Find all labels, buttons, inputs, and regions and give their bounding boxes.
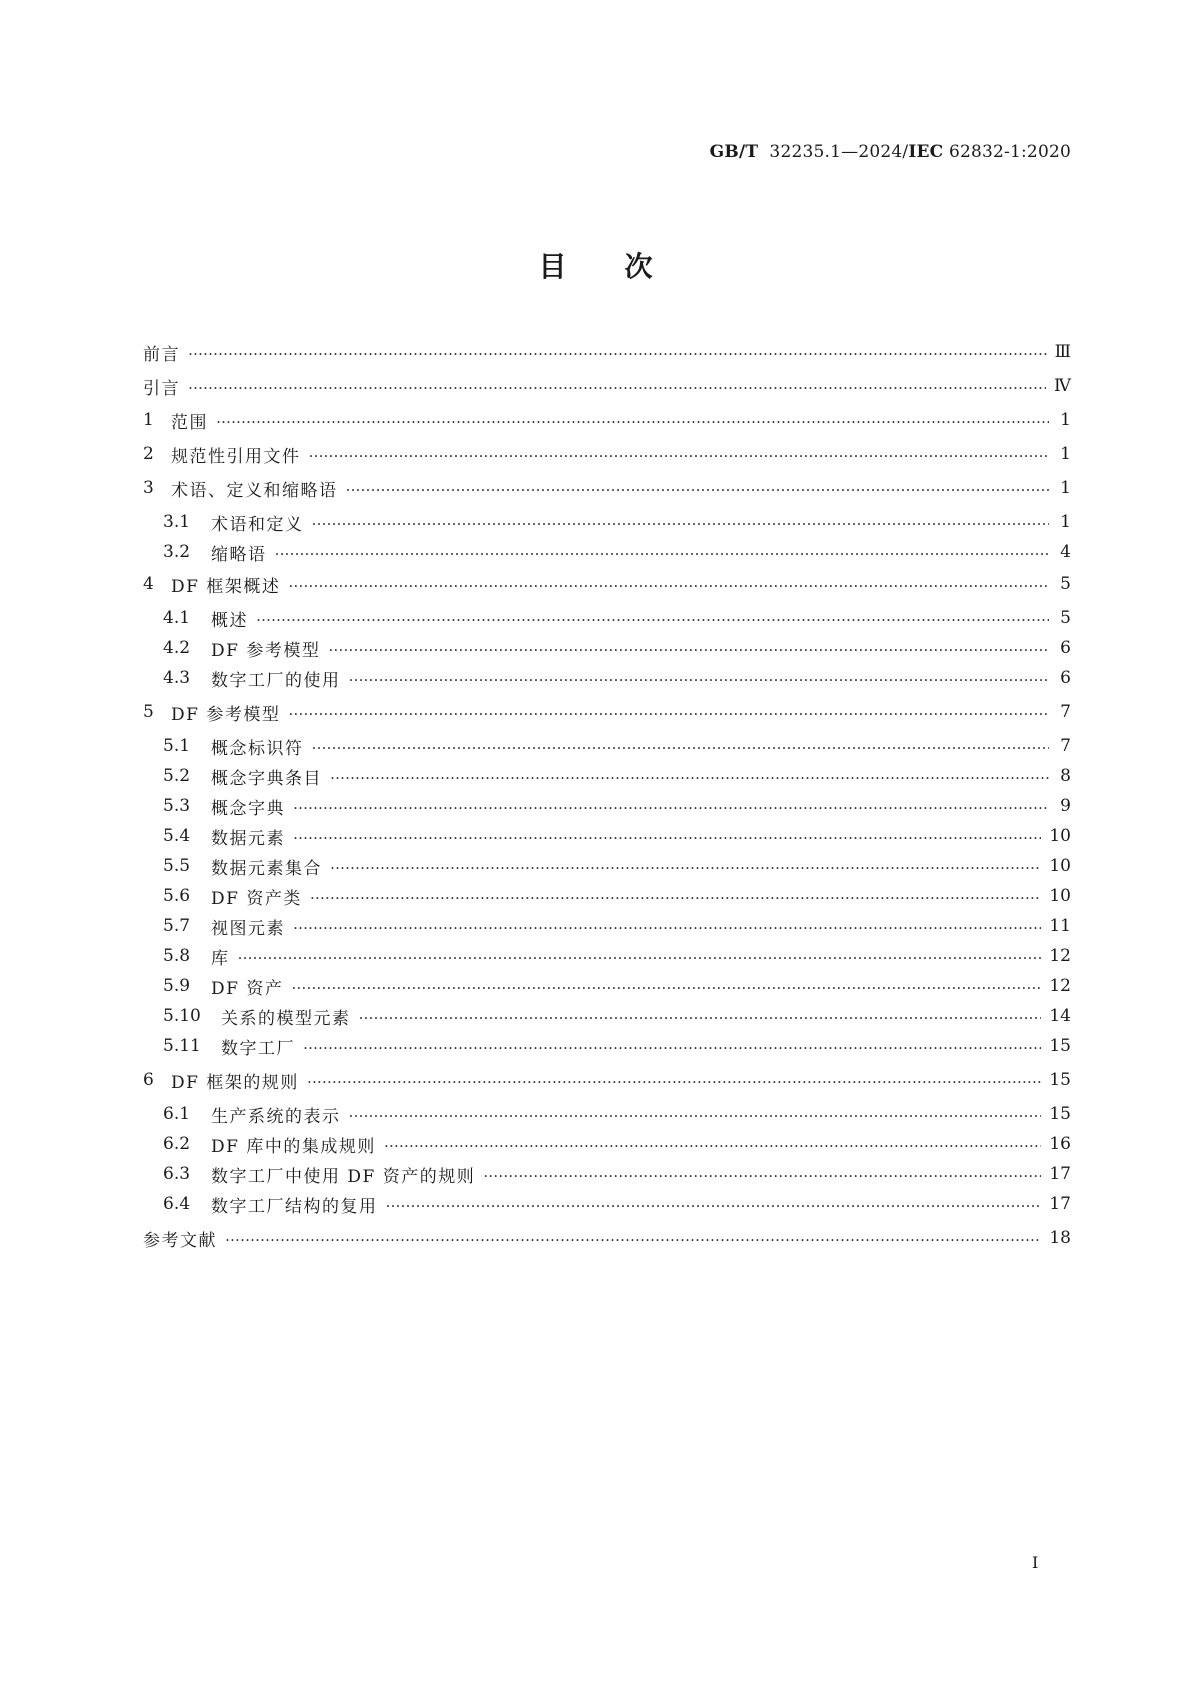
standard-iec-number: 62832-1:2020 bbox=[948, 142, 1071, 162]
toc-entry-page: 15 bbox=[1049, 1070, 1071, 1090]
standard-prefix: GB/T bbox=[709, 142, 759, 162]
toc-leader-dots bbox=[312, 508, 1050, 536]
toc-leader-dots bbox=[293, 822, 1041, 850]
toc-entry[interactable] bbox=[163, 732, 1071, 760]
toc-entry-number: 5.8 bbox=[163, 946, 191, 966]
toc-leader-dots bbox=[384, 1130, 1042, 1158]
toc-entry-label: 关系的模型元素 bbox=[221, 1008, 351, 1029]
toc-entry-page: 1 bbox=[1060, 512, 1071, 532]
standard-number-header bbox=[710, 142, 1071, 162]
toc-entry[interactable] bbox=[163, 942, 1071, 970]
toc-entry-label: 范围 bbox=[171, 412, 208, 433]
toc-entry-page: 1 bbox=[1060, 444, 1071, 464]
toc-entry[interactable] bbox=[143, 474, 1071, 502]
toc-entry-label: 数字工厂的使用 bbox=[211, 670, 341, 691]
toc-leader-dots bbox=[349, 1100, 1042, 1128]
toc-leader-dots bbox=[309, 440, 1050, 468]
toc-entry-page: 18 bbox=[1049, 1228, 1071, 1248]
toc-leader-dots bbox=[307, 1066, 1042, 1094]
toc-entry[interactable] bbox=[143, 1066, 1071, 1094]
toc-entry-label: 生产系统的表示 bbox=[211, 1106, 341, 1127]
toc-entry-label: 规范性引用文件 bbox=[171, 446, 301, 467]
toc-leader-dots bbox=[188, 338, 1047, 366]
toc-entry-label: 概念字典 bbox=[211, 798, 285, 819]
toc-entry-label: 视图元素 bbox=[211, 918, 285, 939]
toc-entry-page: 12 bbox=[1049, 976, 1071, 996]
toc-entry-label: DF 框架的规则 bbox=[171, 1072, 299, 1093]
toc-entry-number: 5.9 bbox=[163, 976, 191, 996]
toc-entry-number: 6.4 bbox=[163, 1194, 191, 1214]
toc-leader-dots bbox=[216, 406, 1049, 434]
toc-entry-label: 库 bbox=[211, 948, 230, 969]
toc-entry-page: 12 bbox=[1049, 946, 1071, 966]
toc-entry-label: 概述 bbox=[211, 610, 248, 631]
toc-entry-label: 数字工厂中使用 DF 资产的规则 bbox=[211, 1166, 476, 1187]
toc-entry-page: 15 bbox=[1049, 1036, 1071, 1056]
toc-entry-page: 7 bbox=[1060, 702, 1071, 722]
toc-entry-number: 5.5 bbox=[163, 856, 191, 876]
toc-leader-dots bbox=[293, 792, 1049, 820]
toc-entry-label: 术语和定义 bbox=[211, 514, 304, 535]
toc-entry-page: 8 bbox=[1060, 766, 1071, 786]
toc-leader-dots bbox=[225, 1224, 1041, 1252]
toc-entry[interactable] bbox=[163, 822, 1071, 850]
toc-leader-dots bbox=[310, 882, 1042, 910]
toc-entry-page: 6 bbox=[1060, 668, 1071, 688]
toc-entry[interactable] bbox=[143, 440, 1071, 468]
toc-entry-page: 9 bbox=[1060, 796, 1071, 816]
toc-entry-page: Ⅲ bbox=[1054, 342, 1071, 362]
toc-entry-number: 5.7 bbox=[163, 916, 191, 936]
toc-entry-label: 前言 bbox=[143, 344, 180, 365]
toc-entry-page: 10 bbox=[1049, 886, 1071, 906]
toc-leader-dots bbox=[346, 474, 1050, 502]
toc-entry-page: 15 bbox=[1049, 1104, 1071, 1124]
toc-leader-dots bbox=[188, 372, 1046, 400]
toc-leader-dots bbox=[256, 604, 1049, 632]
toc-entry[interactable] bbox=[163, 852, 1071, 880]
toc-entry-label: 概念标识符 bbox=[211, 738, 304, 759]
toc-entry-number: 5 bbox=[143, 702, 154, 722]
toc-leader-dots bbox=[288, 570, 1049, 598]
toc-leader-dots bbox=[291, 972, 1041, 1000]
toc-entry[interactable] bbox=[163, 882, 1071, 910]
toc-entry[interactable] bbox=[163, 538, 1071, 566]
toc-entry-label: 数据元素集合 bbox=[211, 858, 322, 879]
toc-entry[interactable] bbox=[163, 792, 1071, 820]
toc-entry-number: 6 bbox=[143, 1070, 154, 1090]
toc-entry-number: 5.10 bbox=[163, 1006, 201, 1026]
toc-entry-number: 5.1 bbox=[163, 736, 191, 756]
toc-entry-label: 数字工厂结构的复用 bbox=[211, 1196, 378, 1217]
toc-entry[interactable] bbox=[143, 1224, 1071, 1252]
toc-entry-number: 4.2 bbox=[163, 638, 191, 658]
toc-entry-label: 术语、定义和缩略语 bbox=[171, 480, 338, 501]
toc-entry-label: 参考文献 bbox=[143, 1230, 217, 1251]
toc-entry[interactable] bbox=[143, 372, 1071, 400]
toc-entry-label: DF 参考模型 bbox=[211, 640, 321, 661]
toc-entry[interactable] bbox=[163, 1190, 1071, 1218]
toc-entry-label: DF 参考模型 bbox=[171, 704, 281, 725]
toc-leader-dots bbox=[293, 912, 1041, 940]
toc-entry-page: Ⅳ bbox=[1054, 376, 1071, 396]
toc-entry[interactable] bbox=[143, 570, 1071, 598]
toc-entry-page: 1 bbox=[1060, 410, 1071, 430]
toc-entry-number: 4.1 bbox=[163, 608, 191, 628]
toc-entry-number: 6.3 bbox=[163, 1164, 191, 1184]
toc-entry-number: 5.11 bbox=[163, 1036, 201, 1056]
toc-entry-label: DF 框架概述 bbox=[171, 576, 281, 597]
toc-entry-page: 1 bbox=[1060, 478, 1071, 498]
toc-entry-page: 5 bbox=[1060, 574, 1071, 594]
toc-entry-number: 5.3 bbox=[163, 796, 191, 816]
toc-entry-label: DF 库中的集成规则 bbox=[211, 1136, 376, 1157]
toc-entry[interactable] bbox=[143, 406, 1071, 434]
toc-leader-dots bbox=[303, 1032, 1041, 1060]
toc-leader-dots bbox=[330, 852, 1041, 880]
page-number: Ⅰ bbox=[1032, 1553, 1039, 1572]
toc-entry[interactable] bbox=[163, 1160, 1071, 1188]
toc-leader-dots bbox=[483, 1160, 1041, 1188]
toc-leader-dots bbox=[330, 762, 1049, 790]
toc-entry-number: 3.2 bbox=[163, 542, 191, 562]
toc-entry-label: 概念字典条目 bbox=[211, 768, 322, 789]
toc-entry-number: 4 bbox=[143, 574, 154, 594]
toc-entry[interactable] bbox=[163, 664, 1071, 692]
toc-leader-dots bbox=[288, 698, 1049, 726]
toc-entry-page: 10 bbox=[1049, 826, 1071, 846]
toc-entry[interactable] bbox=[163, 634, 1071, 662]
toc-entry-label: 缩略语 bbox=[211, 544, 267, 565]
toc-entry-page: 17 bbox=[1049, 1164, 1071, 1184]
toc-leader-dots bbox=[238, 942, 1042, 970]
toc-leader-dots bbox=[312, 732, 1050, 760]
toc-entry[interactable] bbox=[163, 972, 1071, 1000]
toc-entry[interactable] bbox=[163, 508, 1071, 536]
toc-entry-page: 16 bbox=[1049, 1134, 1071, 1154]
toc-entry[interactable] bbox=[163, 762, 1071, 790]
toc-entry-number: 3 bbox=[143, 478, 154, 498]
toc-entry-label: 数字工厂 bbox=[221, 1038, 295, 1059]
toc-entry-number: 5.4 bbox=[163, 826, 191, 846]
toc-entry-number: 5.6 bbox=[163, 886, 191, 906]
toc-entry-page: 14 bbox=[1049, 1006, 1071, 1026]
toc-leader-dots bbox=[275, 538, 1050, 566]
toc-entry-page: 6 bbox=[1060, 638, 1071, 658]
toc-entry-page: 5 bbox=[1060, 608, 1071, 628]
toc-entry-page: 4 bbox=[1060, 542, 1071, 562]
toc-leader-dots bbox=[349, 664, 1050, 692]
toc-entry-label: 数据元素 bbox=[211, 828, 285, 849]
toc-entry-number: 3.1 bbox=[163, 512, 191, 532]
toc-entry-number: 1 bbox=[143, 410, 154, 430]
toc-entry[interactable] bbox=[163, 1032, 1071, 1060]
standard-number: 32235.1—2024/ bbox=[769, 142, 909, 162]
toc-leader-dots bbox=[359, 1002, 1042, 1030]
toc-entry-label: 引言 bbox=[143, 378, 180, 399]
toc-entry-page: 17 bbox=[1049, 1194, 1071, 1214]
toc-entry-number: 6.1 bbox=[163, 1104, 191, 1124]
toc-entry[interactable] bbox=[163, 1002, 1071, 1030]
toc-entry[interactable] bbox=[163, 912, 1071, 940]
toc-entry[interactable] bbox=[143, 338, 1071, 366]
toc-leader-dots bbox=[386, 1190, 1042, 1218]
toc-entry-page: 7 bbox=[1060, 736, 1071, 756]
toc-entry-page: 11 bbox=[1049, 916, 1071, 936]
toc-entry-number: 2 bbox=[143, 444, 154, 464]
toc-entry[interactable] bbox=[143, 698, 1071, 726]
toc-entry-number: 6.2 bbox=[163, 1134, 191, 1154]
toc-entry-label: DF 资产 bbox=[211, 978, 284, 999]
toc-entry[interactable] bbox=[163, 1100, 1071, 1128]
toc-title: 目次 bbox=[538, 250, 711, 283]
toc-entry[interactable] bbox=[163, 604, 1071, 632]
toc-entry-label: DF 资产类 bbox=[211, 888, 302, 909]
toc-entry-number: 5.2 bbox=[163, 766, 191, 786]
toc-entry[interactable] bbox=[163, 1130, 1071, 1158]
toc-leader-dots bbox=[328, 634, 1049, 662]
standard-iec-prefix: IEC bbox=[908, 142, 944, 162]
toc-entry-number: 4.3 bbox=[163, 668, 191, 688]
toc-entry-page: 10 bbox=[1049, 856, 1071, 876]
